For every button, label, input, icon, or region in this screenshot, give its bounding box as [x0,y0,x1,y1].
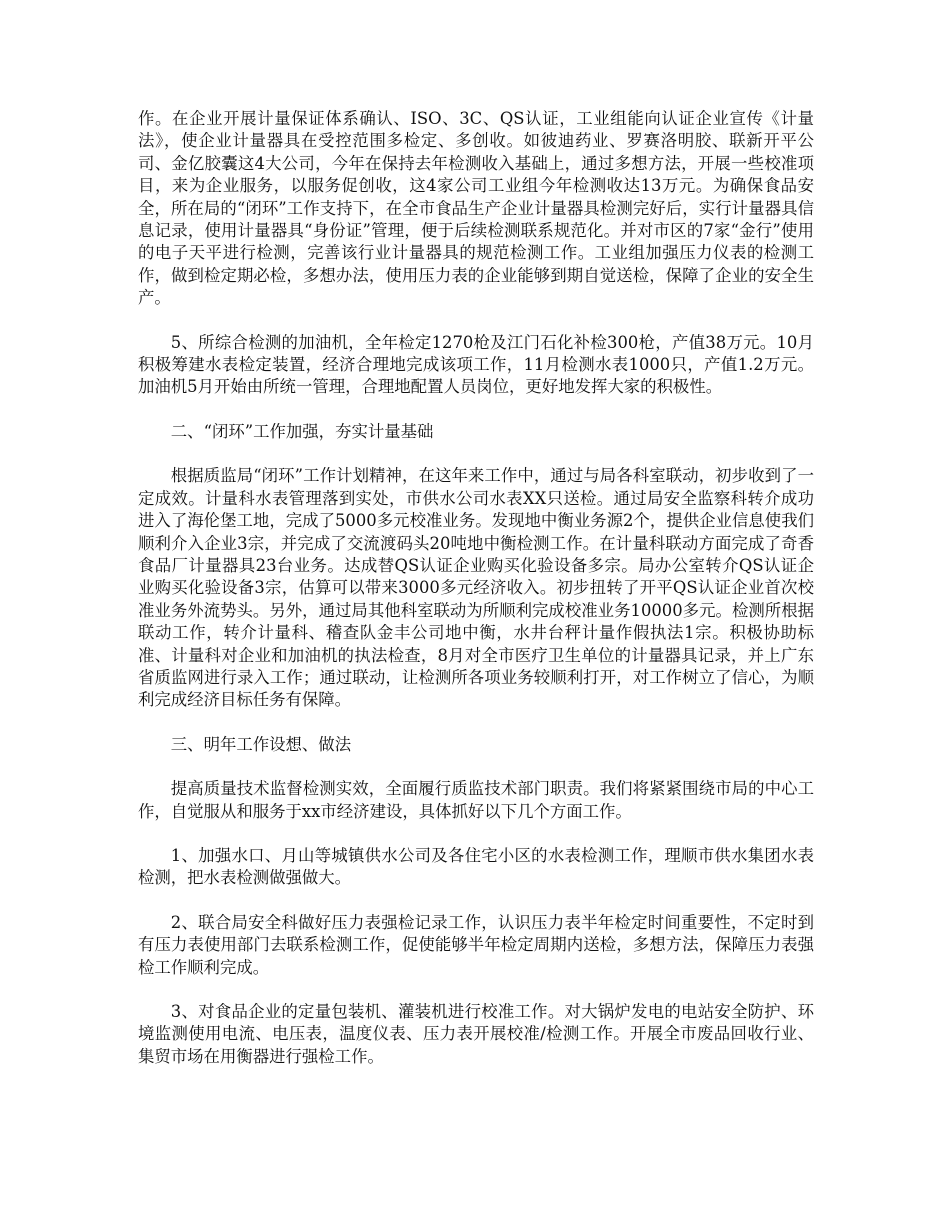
paragraph-next-year-intro: 提高质量技术监督检测实效，全面履行质监技术部门职责。我们将紧紧围绕市局的中心工作，自觉服从和服务于xx市经济建设，具体抓好以下几个方面工作。 [138,779,814,821]
paragraph-intro-continuation: 作。在企业开展计量保证体系确认、ISO、3C、QS认证，工业组能向认证企业宣传《计量法》，使企业计量器具在受控范围多检定、多创收。如彼迪药业、罗赛洛明胶、联新开平公司、金亿胶囊这4大公司，今年在保持去年检测收入基础上，通过多想方法，开展一些校准项目，来为企业服务，以服务促创收，这4家公司工业组今年检测收达13万元。为确保食品安全，所在局的“闭环”工作支持下，在全市食品生产企业计量器具检测完好后，实行计量器具信息记录，使用计量器具“身份证”管理，便于后续检测联系规范化。并对市区的7家“金行”使用的电子天平进行检测，完善该行业计量器具的规范检测工作。工业组加强压力仪表的检测工作，做到检定期必检，多想办法，使用压力表的企业能够到期自觉送检，保障了企业的安全生产。 [138,109,814,308]
paragraph-plan-item-1: 1、加强水口、月山等城镇供水公司及各住宅小区的水表检测工作，理顺市供水集团水表检测，把水表检测做强做大。 [138,845,814,888]
section-heading-2: 二、“闭环”工作加强，夯实计量基础 [170,421,434,441]
paragraph-plan-item-3: 3、对食品企业的定量包装机、灌装机进行校准工作。对大锅炉发电的电站安全防护、环境监测使用电流、电压表，温度仪表、压力表开展校准/检测工作。开展全市废品回收行业、集贸市场在用衡器进行强检工作。 [138,1002,814,1066]
section-heading-3: 三、明年工作设想、做法 [170,734,352,754]
document-body [138,108,814,1090]
paragraph-item-5-fuel-dispensers: 5、所综合检测的加油机，全年检定1270枪及江门石化补检300枪，产值38万元。10月积极筹建水表检定装置，经济合理地完成该项工作，11月检测水表1000只，产值1.2万元。加油机5月开始由所统一管理，合理地配置人员岗位，更好地发挥大家的积极性。 [138,332,814,397]
paragraph-closed-loop-work: 根据质监局“闭环”工作计划精神，在这年来工作中，通过与局各科室联动，初步收到了一定成效。计量科水表管理落到实处，市供水公司水表XX只送检。通过局安全监察科转介成功进入了海伦堡工地，完成了5000多元校准业务。发现地中衡业务源2个，提供企业信息使我们顺利介入企业3宗，并完成了交流渡码头20吨地中衡检测工作。在计量科联动方面完成了奇香食品厂计量器具23台业务。达成替QS认证企业购买化验设备多宗。局办公室转介QS认证企业购买化验设备3宗，估算可以带来3000多元经济收入。初步扭转了开平QS认证企业首次校准业务外流势头。另外，通过局其他科室联动为所顺利完成校准业务10000多元。检测所根据联动工作，转介计量科、稽查队金丰公司地中衡，水井台秤计量作假执法1宗。积极协助标准、计量科对企业和加油机的执法检查，8月对全市医疗卫生单位的计量器具记录，并上广东省质监网进行录入工作；通过联动，让检测所各项业务较顺利打开，对工作树立了信心，为顺利完成经济目标任务有保障。 [138,466,814,710]
paragraph-plan-item-2: 2、联合局安全科做好压力表强检记录工作，认识压力表半年检定时间重要性，不定时到有压力表使用部门去联系检测工作，促使能够半年检定周期内送检，多想方法，保障压力表强检工作顺利完成。 [138,912,814,977]
